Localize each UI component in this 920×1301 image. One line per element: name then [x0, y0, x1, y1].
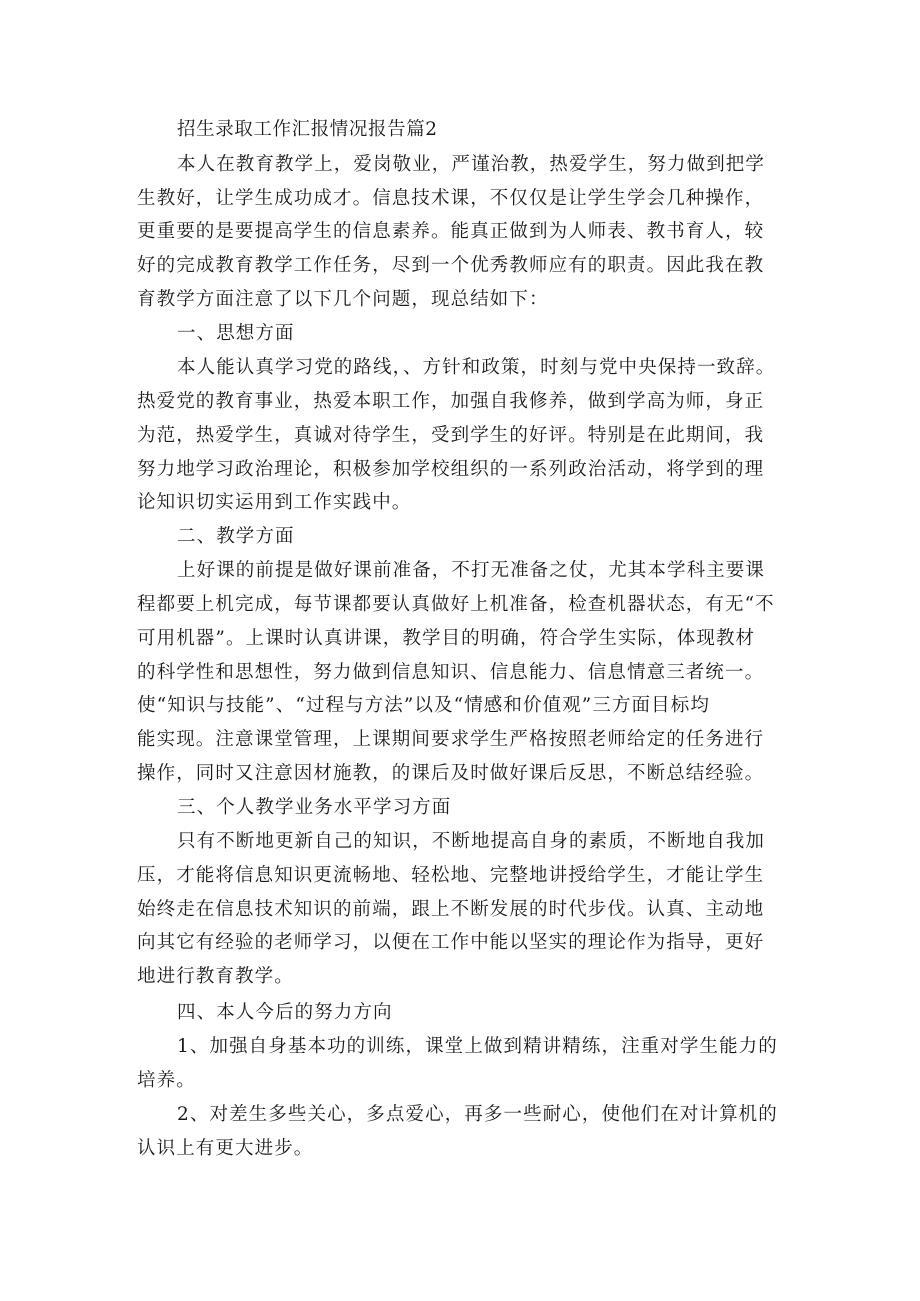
paragraph-line: 程都要上机完成，每节课都要认真做好上机准备，检查机器状态，有无“不 [137, 594, 775, 615]
paragraph-line: 使“知识与技能”、“过程与方法”以及“情感和价值观”三方面目标均 [137, 695, 710, 716]
paragraph-line: 为范，热爱学生，真诚对待学生，受到学生的好评。特别是在此期间，我 [137, 425, 765, 446]
list-item-line: 培养。 [137, 1070, 196, 1091]
paragraph-line: 论知识切实运用到工作实践中。 [137, 492, 412, 513]
paragraph-line: 上好课的前提是做好课前准备，不打无准备之仗，尤其本学科主要课 [177, 560, 766, 581]
paragraph-line: 可用机器”。上课时认真讲课，教学目的明确，符合学生实际，体现教材 [137, 628, 756, 649]
paragraph-line: 育教学方面注意了以下几个问题，现总结如下： [137, 289, 549, 310]
paragraph-line: 始终走在信息技术知识的前端，跟上不断发展的时代步伐。认真、主动地 [137, 899, 765, 920]
paragraph-line: 地进行教育教学。 [137, 966, 294, 987]
paragraph-line: 向其它有经验的老师学习，以便在工作中能以坚实的理论作为指导，更好 [137, 932, 765, 953]
document-title: 招生录取工作汇报情况报告篇2 [177, 119, 438, 140]
paragraph-line: 热爱党的教育事业，热爱本职工作，加强自我修养，做到学高为师，身正 [137, 391, 765, 412]
paragraph-line: 操作，同时又注意因材施教，的课后及时做好课后反思，不断总结经验。 [137, 763, 765, 784]
section-heading: 一、思想方面 [177, 323, 295, 344]
paragraph-line: 压，才能将信息知识更流畅地、轻松地、完整地讲授给学生，才能让学生 [137, 865, 765, 886]
paragraph-line: 努力地学习政治理论，积极参加学校组织的一系列政治活动，将学到的理 [137, 459, 765, 480]
paragraph-line: 好的完成教育教学工作任务，尽到一个优秀教师应有的职责。因此我在教 [137, 255, 765, 276]
list-item-line: 2、对差生多些关心，多点爱心，再多一些耐心，使他们在对计算机的 [177, 1104, 778, 1125]
paragraph-line: 的科学性和思想性，努力做到信息知识、信息能力、信息情意三者统一。 [137, 662, 765, 683]
list-item-line: 认识上有更大进步。 [137, 1138, 314, 1159]
paragraph-line: 本人在教育教学上，爱岗敬业，严谨治教，热爱学生，努力做到把学 [177, 154, 766, 175]
paragraph-line: 生教好，让学生成功成才。信息技术课，不仅仅是让学生学会几种操作， [137, 188, 765, 209]
section-heading: 二、教学方面 [177, 526, 295, 547]
section-heading: 四、本人今后的努力方向 [177, 1002, 393, 1023]
paragraph-line: 只有不断地更新自己的知识，不断地提高自身的素质，不断地自我加 [177, 831, 766, 852]
paragraph-line: 能实现。注意课堂管理，上课期间要求学生严格按照老师给定的任务进行 [137, 729, 765, 750]
list-item-line: 1、加强自身基本功的训练，课堂上做到精讲精练，注重对学生能力的 [177, 1036, 778, 1057]
paragraph-line: 更重要的是要提高学生的信息素养。能真正做到为人师表、教书育人，较 [137, 221, 765, 242]
paragraph-line: 本人能认真学习党的路线，、方针和政策，时刻与党中央保持一致辞。 [177, 357, 776, 378]
section-heading: 三、个人教学业务水平学习方面 [177, 797, 452, 818]
